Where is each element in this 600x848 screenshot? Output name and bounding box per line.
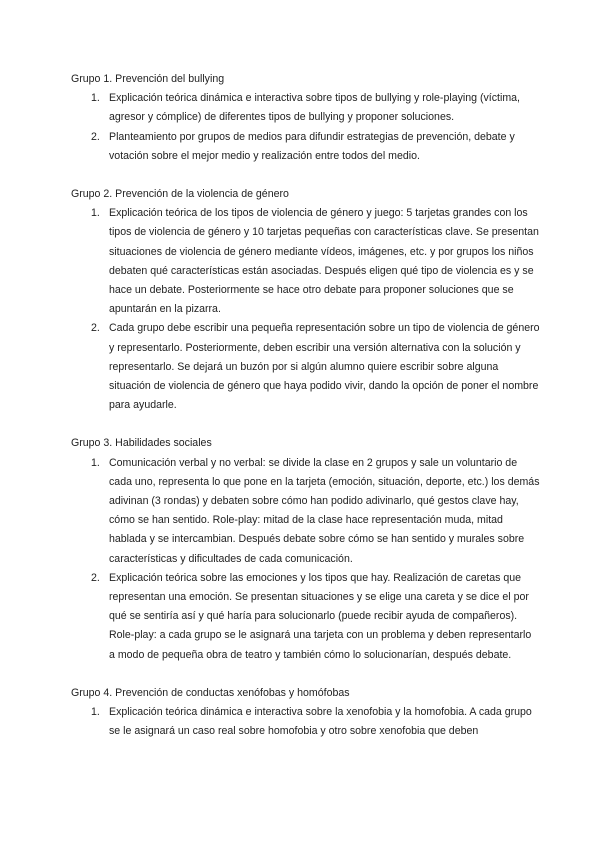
item-list	[71, 89, 540, 166]
item-text: Explicación teórica de los tipos de violencia de género y juego: 5 tarjetas grandes con los tipos de violencia de género y 10 tarjetas pequeñas con características clave. Se presentan situaciones de violencia de género mediante vídeos, imágenes, etc. y por grupos los niños debaten qué características están asociadas. Después eligen qué tipo de violencia es y se hace un debate. Posteriormente se hace otro debate para proponer soluciones que se apuntarán en la pizarra.	[109, 207, 539, 316]
item-number: 2.	[91, 571, 100, 584]
group-title: Grupo 1. Prevención del bullying	[71, 73, 225, 85]
item-list	[71, 454, 540, 665]
group-title: Grupo 4. Prevención de conductas xenófobas y homófobas	[71, 686, 350, 699]
list-item	[71, 454, 540, 569]
item-text: Cada grupo debe escribir una pequeña representación sobre un tipo de violencia de género y representarlo. Posteriormente, deben escribir una versión alternativa con la solución y representarlo. Se dejará un buzón por si algún alumno quiere escribir sobre alguna situación de violencia de género que haya podido vivir, dando la opción de poner el nombre para ayudarle.	[109, 322, 540, 412]
item-list	[71, 703, 540, 741]
list-item	[71, 204, 540, 319]
group-section	[71, 684, 540, 742]
item-text: Comunicación verbal y no verbal: se divide la clase en 2 grupos y sale un voluntario de cada uno, representa lo que pone en la tarjeta (emoción, situación, deporte, etc.) los demás adivinan (3 rondas) y debaten sobre cómo han podido adivinarlo, qué gestos clave hay, cómo se han sentido. Role-play: mitad de la clase hace representación muda, mitad hablada y se intercambian. Después debate sobre cómo se han sentido y murales sobre características y dificultades de cada comunicación.	[109, 456, 540, 565]
item-number: 2.	[91, 130, 100, 143]
item-number: 2.	[91, 322, 100, 335]
list-item	[71, 128, 540, 166]
group-section	[71, 70, 540, 166]
item-number: 1.	[91, 706, 100, 719]
group-section	[71, 185, 540, 415]
group-title: Grupo 2. Prevención de la violencia de género	[71, 188, 289, 201]
group-section	[71, 434, 540, 664]
list-item	[71, 319, 540, 415]
item-text: Explicación teórica dinámica e interactiva sobre tipos de bullying y role-playing (víctima, agresor y cómplice) de diferentes tipos de bullying y proponer soluciones.	[109, 92, 520, 124]
item-list	[71, 204, 540, 415]
group-title: Grupo 3. Habilidades sociales	[71, 437, 212, 450]
list-item	[71, 89, 540, 127]
item-number: 1.	[91, 456, 100, 469]
list-item	[71, 703, 540, 741]
item-number: 1.	[91, 207, 100, 220]
list-item	[71, 569, 540, 665]
item-number: 1.	[91, 92, 100, 105]
item-text: Explicación teórica sobre las emociones y los tipos que hay. Realización de caretas que representan una emoción. Se presentan situaciones y se elige una careta y se dice el por qué se sentiría así y qué haría para solucionarlo (puede recibir ayuda de compañeros). Role-play: a cada grupo se le asignará una tarjeta con un problema y deben representarlo a modo de pequeña obra de teatro y también cómo lo solucionarían, después debate.	[109, 571, 532, 661]
item-text: Explicación teórica dinámica e interactiva sobre la xenofobia y la homofobia. A cada grupo se le asignará un caso real sobre homofobia y otro sobre xenofobia que deben	[109, 706, 532, 738]
item-text: Planteamiento por grupos de medios para difundir estrategias de prevención, debate y votación sobre el mejor medio y realización entre todos del medio.	[109, 130, 515, 162]
